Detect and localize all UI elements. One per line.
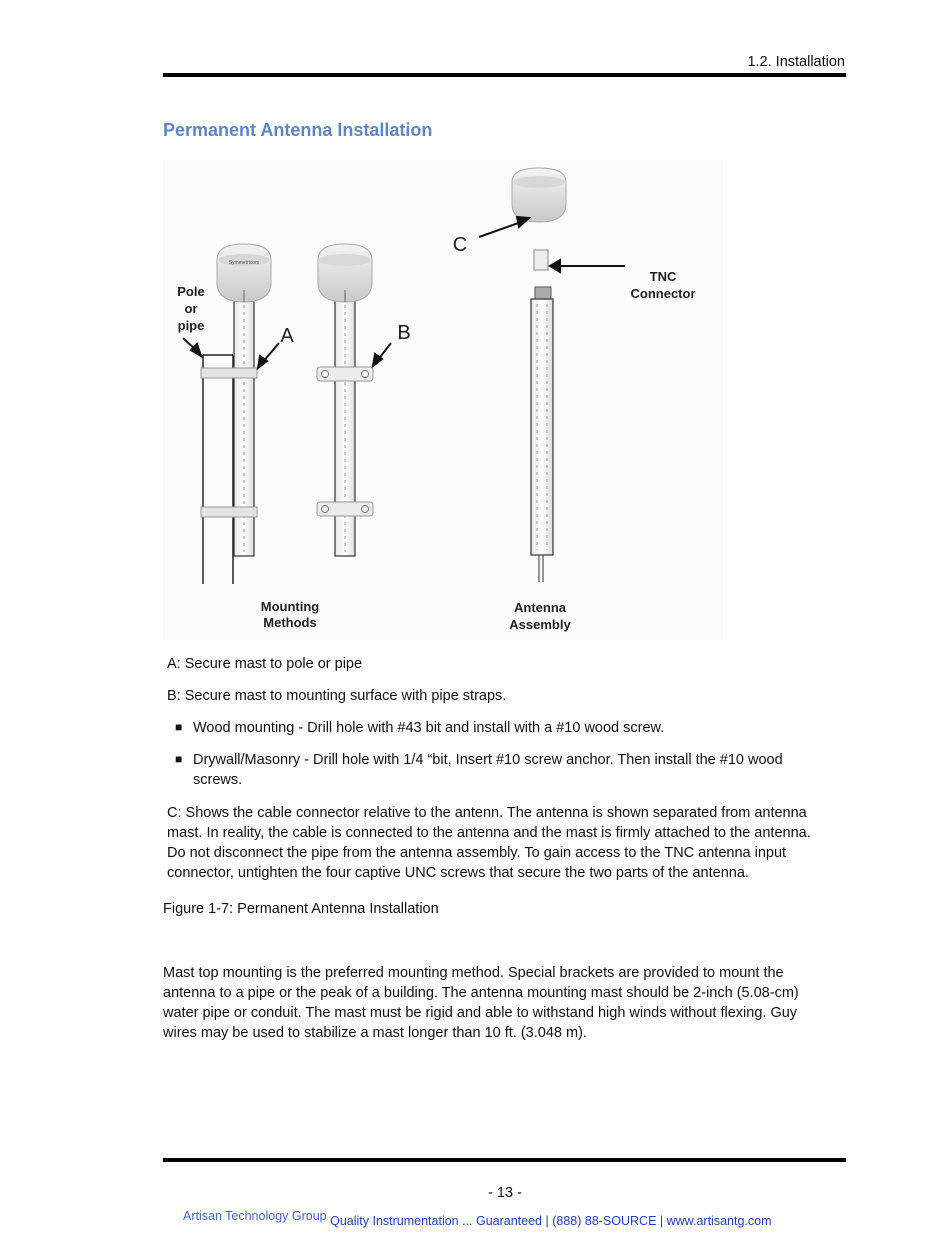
footer-company[interactable]: Artisan Technology Group [183, 1209, 327, 1223]
label-a: A [280, 325, 294, 347]
assembly-label-1: Antenna [514, 600, 566, 615]
item-c-line4: connector, untighten the four captive UNC screws that secure the two parts of the antenna. [167, 865, 749, 881]
bullet-drywall-line1: Drywall/Masonry - Drill hole with 1/4 “bit, Insert #10 screw anchor. Then install the #10 wood [193, 752, 783, 768]
figure-caption: Figure 1-7: Permanent Antenna Installation [163, 901, 439, 917]
tnc-label-1: TNC [649, 269, 677, 284]
mounting-label-2: Methods [263, 615, 317, 630]
antenna-illustration [163, 160, 723, 640]
paragraph-line3: water pipe or conduit. The mast must be rigid and able to withstand high winds without flexing. Guy [163, 1005, 798, 1021]
brand-label: Symmetricom [228, 260, 260, 266]
pole-label-2: or [184, 301, 198, 316]
pole-label-3: pipe [177, 318, 205, 333]
pole-label-1: Pole [177, 284, 205, 299]
antenna-figure [163, 160, 723, 640]
paragraph-line1: Mast top mounting is the preferred mounting method. Special brackets are provided to mount the [163, 965, 784, 981]
bullet-marker: ■ [175, 752, 183, 766]
item-a: A: Secure mast to pole or pipe [167, 656, 363, 672]
paragraph-line2: antenna to a pipe or the peak of a building. The antenna mounting mast should be 2-inch (5.08-cm) [163, 985, 799, 1001]
tnc-label-2: Connector [630, 286, 696, 301]
label-c: C [452, 234, 468, 256]
pipe-strap-a-bottom [201, 507, 257, 517]
paragraph-line4: wires may be used to stabilize a mast longer than 10 ft. (3.048 m). [163, 1025, 587, 1041]
section-title: Permanent Antenna Installation [163, 120, 433, 140]
item-b: B: Secure mast to mounting surface with pipe straps. [167, 688, 507, 704]
item-c-line2: mast. In reality, the cable is connected to the antenna and the mast is firmly attached to the antenna. [167, 825, 811, 841]
bullet-drywall-line2: screws. [193, 772, 243, 788]
item-c-line3: Do not disconnect the pipe from the antenna assembly. To gain access to the TNC antenna input [167, 845, 787, 861]
tnc-connector [534, 250, 548, 270]
mounting-label-1: Mounting [260, 599, 320, 614]
bullet-wood: Wood mounting - Drill hole with #43 bit and install with a #10 wood screw. [193, 720, 665, 736]
assembly-label-2: Assembly [509, 617, 571, 632]
item-c-line1: C: Shows the cable connector relative to the antenn. The antenna is shown separated from antenna [167, 805, 807, 821]
header-rule [163, 73, 846, 77]
footer-rule [163, 1158, 846, 1162]
footer-banner [183, 1209, 772, 1228]
label-b: B [397, 322, 411, 344]
page-number: - 13 - [488, 1185, 522, 1201]
footer-tagline[interactable]: Quality Instrumentation ... Guaranteed | (888) 88-SOURCE | www.artisantg.com [330, 1214, 772, 1228]
bullet-marker: ■ [175, 720, 183, 734]
pipe-strap-a-top [201, 368, 257, 378]
running-header: 1.2. Installation [747, 54, 845, 70]
